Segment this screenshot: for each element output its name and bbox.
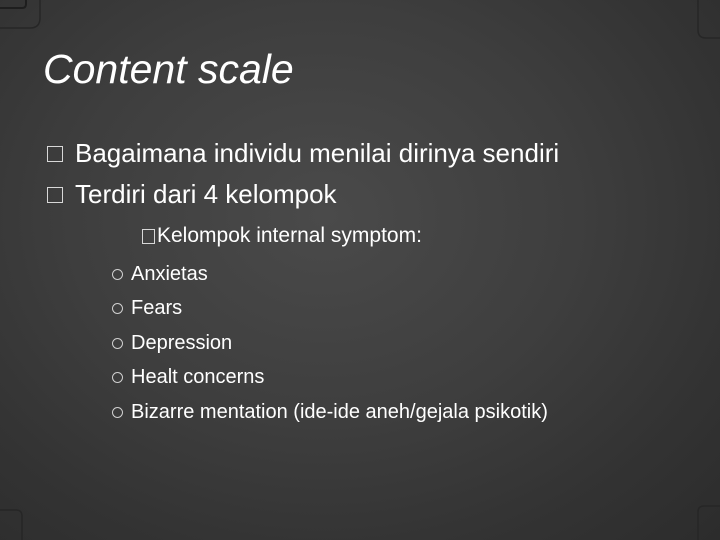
bullet-item xyxy=(47,133,697,174)
square-bullet-icon xyxy=(47,187,63,203)
symptom-list xyxy=(112,257,697,430)
list-item-text: Anxietas xyxy=(131,262,208,285)
circle-bullet-icon xyxy=(112,407,123,418)
bullet-text: Bagaimana individu menilai dirinya sendiri xyxy=(75,138,560,168)
list-item xyxy=(112,257,697,292)
list-item-text: Bizarre mentation (ide-ide aneh/gejala psikotik) xyxy=(131,400,548,423)
sub-heading xyxy=(142,217,697,255)
list-item-text: Healt concerns xyxy=(131,366,265,389)
list-item xyxy=(112,395,697,430)
circle-bullet-icon xyxy=(112,372,123,383)
bullet-list xyxy=(47,133,697,430)
sub-heading-text: Kelompok internal symptom: xyxy=(157,224,422,247)
list-item-text: Fears xyxy=(131,297,183,320)
square-bullet-icon xyxy=(47,146,63,162)
square-bullet-icon xyxy=(142,229,155,244)
list-item xyxy=(112,326,697,361)
circle-bullet-icon xyxy=(112,303,123,314)
bullet-text: Terdiri dari 4 kelompok xyxy=(75,179,337,209)
circle-bullet-icon xyxy=(112,338,123,349)
slide-title: Content scale xyxy=(43,46,294,92)
list-item xyxy=(112,292,697,327)
circle-bullet-icon xyxy=(112,269,123,280)
list-item-text: Depression xyxy=(131,331,233,354)
bullet-item xyxy=(47,174,697,215)
list-item xyxy=(112,361,697,396)
